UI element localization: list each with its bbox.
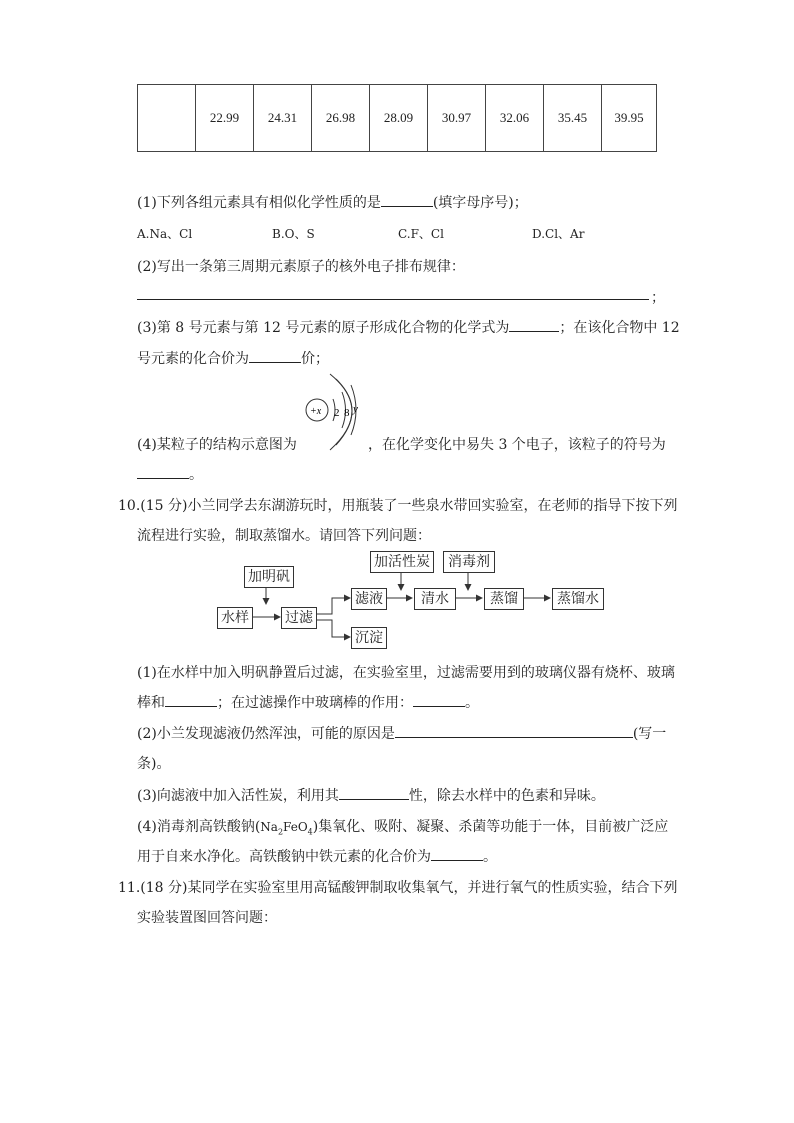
q10-part3: [137, 785, 605, 805]
q11-heading-2: 实验装置图回答问题：: [137, 910, 277, 926]
q9-part4-a: (4)某粒子的结构示意图为: [137, 437, 297, 453]
q10-part1-text2: ；在过滤操作中玻璃棒的作用：: [217, 695, 413, 711]
answer-blank[interactable]: [339, 785, 409, 800]
q10-part1-line2: [137, 692, 479, 712]
q9-part3-line2: [137, 348, 329, 368]
precipitate-box: 沉淀: [351, 627, 387, 649]
q9-part3-line1: [137, 317, 680, 337]
shell-electrons: y: [353, 403, 358, 415]
answer-blank[interactable]: [413, 692, 465, 707]
q10-part4-end: 。: [483, 849, 497, 865]
formula-part: Na: [260, 820, 278, 834]
formula-part: FeO: [283, 820, 308, 834]
q10-part1-text: 棒和: [137, 695, 165, 711]
q10-part4-text: (4)消毒剂高铁酸钠(: [137, 819, 261, 835]
table-cell: 32.06: [486, 85, 544, 152]
table-cell: 39.95: [602, 85, 657, 152]
answer-blank[interactable]: [509, 317, 559, 332]
q10-part1-end: 。: [465, 695, 479, 711]
formula-subscript: 2: [277, 827, 284, 837]
distilled-water-box: 蒸馏水: [552, 588, 604, 610]
q9-part3-text: (3)第 8 号元素与第 12 号元素的原子形成化合物的化学式为: [137, 320, 510, 336]
water-sample-box: 水样: [217, 607, 253, 629]
disinfectant-box: 消毒剂: [443, 551, 495, 573]
q10-part3-text: (3)向滤液中加入活性炭，利用其: [137, 788, 339, 804]
option-b: B.O、S: [272, 227, 315, 241]
q9-part3-text2: ；在该化合物中 12: [559, 320, 680, 336]
arrow: [314, 598, 350, 614]
q9-part1: [137, 192, 528, 212]
q9-part3-text3: 号元素的化合价为: [137, 351, 249, 367]
q9-part1-text: (1)下列各组元素具有相似化学性质的是: [137, 195, 381, 211]
table-cell: 22.99: [196, 85, 254, 152]
atomic-mass-table: [137, 84, 657, 152]
answer-blank[interactable]: [395, 723, 633, 738]
table-cell: [138, 85, 196, 152]
q9-part2-end: ；: [651, 290, 665, 306]
q10-part4-line2: [137, 846, 497, 866]
answer-blank[interactable]: [431, 846, 483, 861]
table-cell: 35.45: [544, 85, 602, 152]
table-cell: 26.98: [312, 85, 370, 152]
q11-heading: 11.(18 分)某同学在实验室里用高锰酸钾制取收集氧气，并进行氧气的性质实验，结合下列: [118, 880, 678, 896]
answer-blank[interactable]: [381, 192, 433, 207]
filtrate-box: 滤液: [351, 588, 387, 610]
q9-part1-suffix: (填字母序号)；: [432, 195, 528, 211]
table-row: [138, 85, 657, 152]
clear-water-box: 清水: [414, 588, 456, 610]
option-a: A.Na、Cl: [137, 227, 193, 241]
chemical-formula: [260, 820, 313, 837]
answer-blank[interactable]: [137, 464, 189, 479]
q9-part4-b: ，在化学变化中易失 3 个电子，该粒子的符号为: [368, 437, 666, 453]
q10-part4-line1: [137, 816, 668, 836]
distillation-box: 蒸馏: [484, 588, 524, 610]
answer-blank[interactable]: [249, 348, 301, 363]
add-alum-box: 加明矾: [244, 566, 294, 588]
q9-part4-line2: [137, 464, 203, 484]
q10-part2-text2: (写一: [632, 726, 667, 742]
atom-structure-diagram: [300, 372, 370, 452]
q10-part2-line1: [137, 723, 666, 743]
table-cell: 28.09: [370, 85, 428, 152]
q10-part1-a: (1)在水样中加入明矾静置后过滤，在实验室里，过滤需要用到的玻璃仪器有烧杯、玻璃: [137, 665, 675, 681]
formula-subscript: 4: [307, 827, 313, 837]
arrow: [314, 620, 350, 637]
shell-electrons: 2: [334, 407, 340, 419]
option-d: D.Cl、Ar: [532, 227, 585, 241]
table-cell: 30.97: [428, 85, 486, 152]
q9-part3-text4: 价；: [301, 351, 329, 367]
q10-part2-c: 条)。: [137, 756, 171, 772]
option-c: C.F、Cl: [398, 227, 444, 241]
q10-part3-text2: 性，除去水样中的色素和异味。: [408, 788, 605, 804]
q10-part4-text3: 用于自来水净化。高铁酸钠中铁元素的化合价为: [137, 849, 431, 865]
q10-part4-text2: )集氧化、吸附、凝聚、杀菌等功能于一体，目前被广泛应: [312, 819, 669, 835]
filter-box: 过滤: [281, 607, 317, 629]
answer-blank[interactable]: [165, 692, 217, 707]
q9-part2: (2)写出一条第三周期元素原子的核外电子排布规律：: [137, 259, 465, 275]
q9-part4-end: 。: [189, 467, 203, 483]
q10-part2-text: (2)小兰发现滤液仍然浑浊，可能的原因是: [137, 726, 395, 742]
q10-heading: 10.(15 分)小兰同学去东湖游玩时，用瓶装了一些泉水带回实验室，在老师的指导下按下列: [118, 498, 678, 514]
table-cell: 24.31: [254, 85, 312, 152]
q10-heading-2: 流程进行实验，制取蒸馏水。请回答下列问题：: [137, 528, 431, 544]
nucleus-charge: +x: [310, 406, 322, 417]
add-activated-carbon-box: 加活性炭: [370, 551, 434, 573]
shell-electrons: 8: [344, 407, 350, 419]
answer-line[interactable]: [137, 299, 649, 300]
